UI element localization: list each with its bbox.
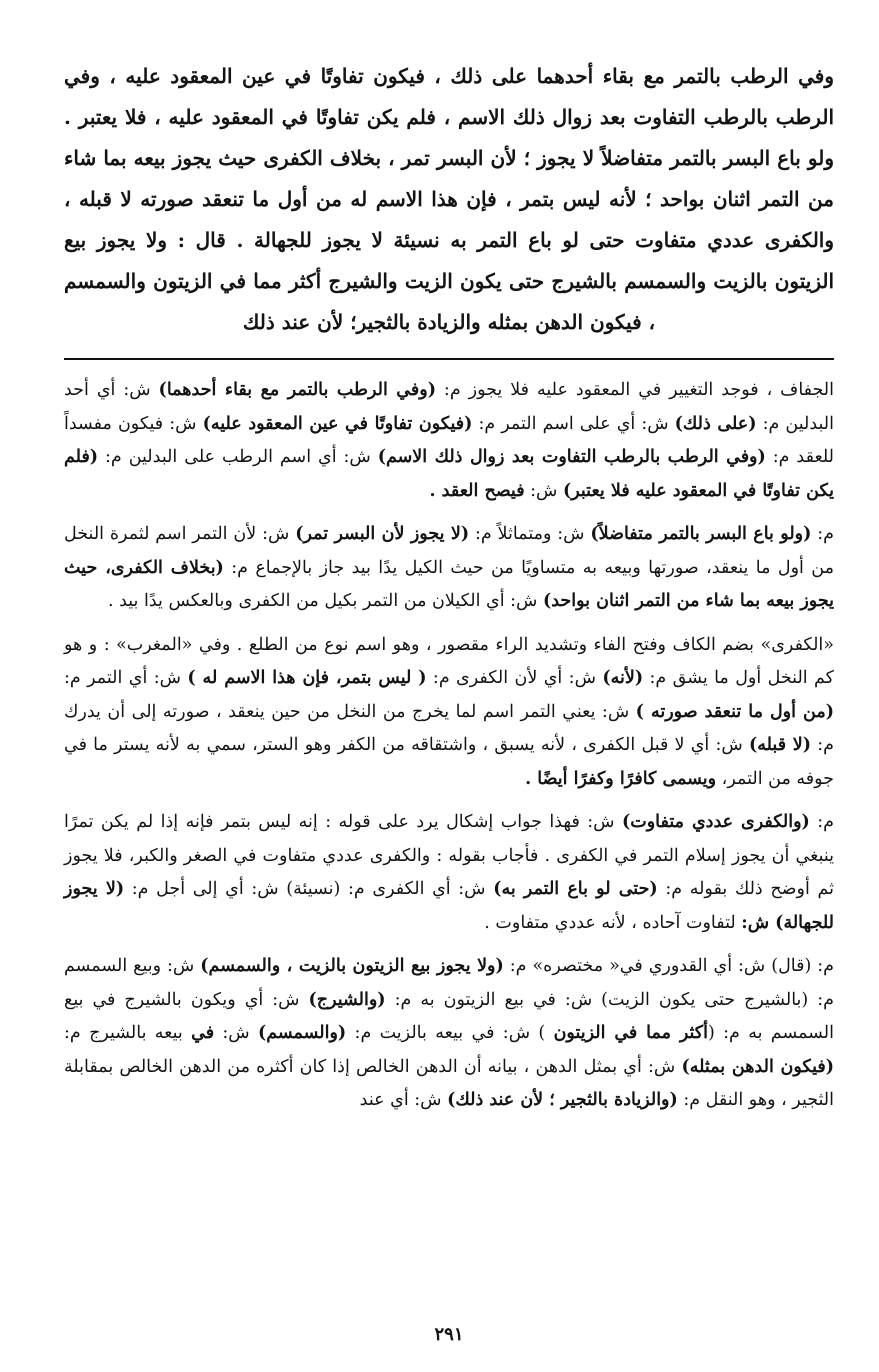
commentary-text-run: ش: أي ويكون بالشيرج في بيع السمسم به م: ( bbox=[64, 989, 834, 1043]
quoted-text-run: (والزيادة بالثجير ؛ لأن عند ذلك) bbox=[447, 1090, 678, 1110]
commentary-text-run: الجفاف ، فوجد التغيير في المعقود عليه فلا يجوز م: bbox=[435, 380, 834, 400]
quoted-text-run: (وفي الرطب بالتمر مع بقاء أحدهما) bbox=[158, 380, 436, 400]
quoted-text-run: (فلم يكن تفاوتًا في المعقود عليه فلا يعتبر) bbox=[64, 447, 834, 501]
quoted-text-run: في bbox=[191, 1023, 215, 1043]
quoted-text-run: ( ليس بتمر، فإن هذا الاسم له ) bbox=[187, 668, 427, 688]
quoted-text-run: فيصح العقد . bbox=[429, 480, 525, 501]
commentary-paragraph bbox=[64, 518, 834, 619]
commentary-text-run: لتفاوت آحاده ، لأنه عددي متفاوت . bbox=[484, 912, 742, 933]
commentary-text-run: ش: أي على اسم التمر م: bbox=[472, 413, 675, 434]
quoted-text-run: (بخلاف الكفرى، حيث يجوز بيعه بما شاء من التمر اثنان بواحد) bbox=[64, 557, 834, 611]
commentary-text-run: «الكفرى» بضم الكاف وفتح الفاء وتشديد الراء مقصور ، وهو اسم نوع من الطلع . وفي «المغرب» : و هو كم النخل أول ما يشق م: bbox=[64, 634, 834, 688]
commentary-paragraph bbox=[64, 374, 834, 508]
quoted-text-run: (لا يجوز للجهالة) ش: bbox=[64, 879, 834, 933]
quoted-text-run: (لأنه) bbox=[602, 668, 644, 688]
quoted-text-run: (فيكون الدهن بمثله) bbox=[681, 1056, 834, 1077]
commentary-text-run: ش: أي أحد البدلين م: bbox=[64, 380, 834, 434]
commentary-text-run: ش: أي التمر م: bbox=[64, 668, 188, 688]
quoted-text-run: (من أول ما تنعقد صورته ) bbox=[635, 701, 834, 722]
commentary-text-run: ش: لأن التمر اسم لثمرة النخل من أول ما ينعقد، صورتها وبيعه به متساويًا من حيث الكيل يدًا بيد جاز بالإجماع م: bbox=[64, 524, 834, 578]
quoted-text-run: (ولا يجوز بيع الزيتون بالزيت ، والسمسم) bbox=[200, 956, 504, 976]
commentary-text-run: ش: وبيع السمسم م: (بالشيرج حتى يكون الزيت) ش: في بيع الزيتون به م: bbox=[64, 956, 834, 1010]
commentary-text-run: ) ش: في بيعه بالزيت م: bbox=[346, 1023, 554, 1043]
book-page bbox=[64, 56, 834, 1346]
commentary-text-run: ش: أي الكفرى م: (نسيئة) ش: أي إلى أجل م: bbox=[124, 879, 494, 899]
commentary-text-run: ش: أي الكيلان من التمر بكيل من الكفرى وبالعكس يدًا بيد . bbox=[107, 591, 543, 611]
commentary-text-run: ش: أي لأن الكفرى م: bbox=[426, 668, 603, 688]
commentary-text-run: ش: يعني التمر اسم لما يخرج من النخل من حين ينعقد ، صورته إلى أن يدرك م: bbox=[64, 701, 834, 755]
commentary-paragraph bbox=[64, 950, 834, 1118]
commentary-text-run: م: (قال) ش: أي القدوري في« مختصره» م: bbox=[503, 956, 835, 976]
commentary-text-run: ش: ومتماثلاً م: bbox=[469, 524, 591, 544]
commentary-text-run: م: bbox=[809, 812, 834, 832]
commentary-text-run: بيعه بالشيرج م: bbox=[64, 1023, 192, 1043]
quoted-text-run: (لا قبله) bbox=[748, 735, 812, 755]
commentary-paragraph bbox=[64, 629, 834, 797]
quoted-text-run: (فيكون تفاوتًا في عين المعقود عليه) bbox=[202, 413, 473, 434]
commentary-text-run: ش: أي عند bbox=[359, 1090, 448, 1110]
main-text: وفي الرطب بالتمر مع بقاء أحدهما على ذلك ، فيكون تفاوتًا في عين المعقود عليه ، وفي الرطب بالرطب التفاوت بعد زوال ذلك الاسم ، فلم يكن تفاوتًا في المعقود عليه ، فلا يعتبر . ولو باع البسر بالتمر متفاضلاً لا يجوز ؛ لأن البسر تمر ، بخلاف الكفرى حيث يجوز بيعه بما شاء من التمر اثنان بواحد ؛ لأنه ليس بتمر ، فإن هذا الاسم له من أول ما تنعقد صورته لا قبله ، والكفرى عددي متفاوت حتى لو باع التمر به نسيئة لا يجوز للجهالة . قال : ولا يجوز بيع الزيتون بالزيت والسمسم بالشيرج حتى يكون الزيت والشيرج أكثر مما في الزيتون والسمسم ، فيكون الدهن بمثله والزيادة بالثجير؛ لأن عند ذلك bbox=[64, 64, 834, 334]
commentary-paragraph bbox=[64, 806, 834, 940]
quoted-text-run: (والسمسم) bbox=[258, 1023, 347, 1043]
quoted-text-run: (لا يجوز لأن البسر تمر) bbox=[295, 524, 470, 544]
quoted-text-run: (حتى لو باع التمر به) bbox=[493, 879, 658, 899]
commentary-text-run: ش: أي بمثل الدهن ، بيانه أن الدهن الخالص إذا كان أكثره من الدهن الخالص بمقابلة الثجير ، وهو النقل م: bbox=[64, 1056, 834, 1110]
section-divider bbox=[64, 358, 834, 360]
commentary-text-run: م: bbox=[811, 524, 835, 544]
commentary-text-run: ش: فهذا جواب إشكال يرد على قوله : إنه ليس بتمر فإنه إذا لم يكن تمرًا ينبغي أن يجوز إسلام التمر في الكفرى . فأجاب بقوله : والكفرى عددي متفاوت في الصغر والكبر، فلا يجوز ثم أوضح ذلك بقوله م: bbox=[64, 812, 834, 899]
commentary-section bbox=[64, 374, 834, 1128]
quoted-text-run: ويسمى كافرًا وكفرًا أيضًا . bbox=[525, 768, 717, 789]
commentary-text-run: ش: bbox=[524, 480, 563, 501]
quoted-text-run: (ولو باع البسر بالتمر متفاضلاً) bbox=[590, 524, 812, 544]
commentary-text-run: ش: أي لا قبل الكفرى ، لأنه يسبق ، واشتقاقه من الكفر وهو الستر، سمي به لأنه يستر ما في جوفه من التمر، bbox=[64, 735, 834, 789]
page-number: ٢٩١ bbox=[434, 1324, 464, 1345]
quoted-text-run: أكثر مما في الزيتون bbox=[553, 1023, 708, 1043]
quoted-text-run: (على ذلك) bbox=[674, 413, 757, 434]
commentary-text-run: ش: أي اسم الرطب على البدلين م: bbox=[98, 447, 378, 467]
quoted-text-run: (والكفرى عددي متفاوت) bbox=[621, 812, 810, 832]
quoted-text-run: (والشيرج) bbox=[308, 989, 386, 1010]
quoted-text-run: (وفي الرطب بالرطب التفاوت بعد زوال ذلك الاسم) bbox=[377, 447, 766, 467]
commentary-text-run: ش: bbox=[214, 1023, 258, 1043]
commentary-text-run: ش: فيكون مفسداً للعقد م: bbox=[64, 413, 835, 467]
